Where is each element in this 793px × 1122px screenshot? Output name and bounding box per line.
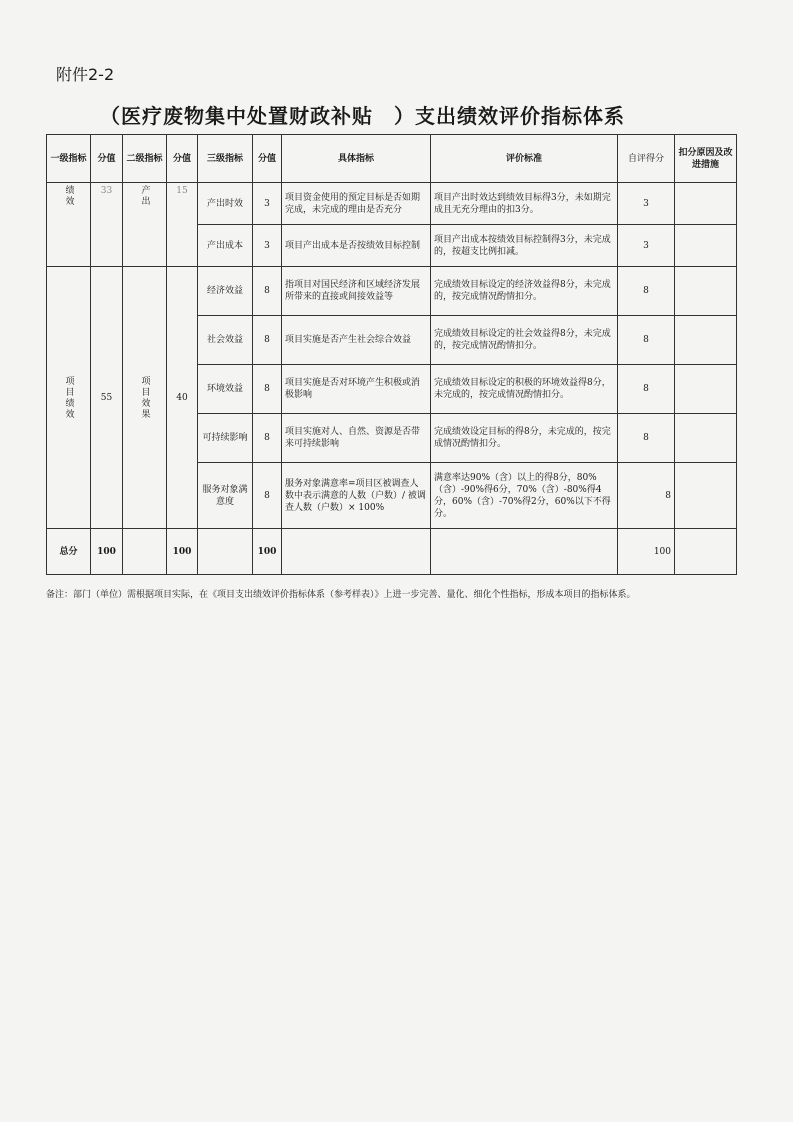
evaluation-standard: 项目产出时效达到绩效目标得3分，未如期完成且无充分理由的扣3分。: [431, 183, 618, 225]
evaluation-standard: 满意率达90%（含）以上的得8分，80%（含）-90%得6分，70%（含）-80%得4分，60%（含）-70%得2分，60%以下不得分。: [431, 463, 618, 529]
deduction-reason: [675, 463, 737, 529]
empty-cell: [431, 529, 618, 575]
deduction-reason: [675, 365, 737, 414]
attachment-label: 附件2-2: [56, 65, 115, 84]
l3-name: 服务对象满意度: [198, 463, 253, 529]
evaluation-standard: 完成绩效设定目标的得8分，未完成的，按完成情况酌情扣分。: [431, 414, 618, 463]
l2-score: 40: [167, 267, 198, 529]
empty-cell: [675, 529, 737, 575]
header-cell: 分值: [253, 135, 282, 183]
footnote: 备注：部门（单位）需根据项目实际，在《项目支出绩效评价指标体系（参考样表）》上进一步完善、量化、细化个性指标，形成本项目的指标体系。: [46, 590, 636, 600]
header-cell: 一级指标: [47, 135, 91, 183]
l3-score: 8: [253, 463, 282, 529]
l3-name: 环境效益: [198, 365, 253, 414]
total-l1-score: 100: [91, 529, 123, 575]
header-cell: 扣分原因及改进措施: [675, 135, 737, 183]
l3-score: 3: [253, 225, 282, 267]
l1-score: 33: [91, 183, 123, 267]
l3-name: 经济效益: [198, 267, 253, 316]
deduction-reason: [675, 267, 737, 316]
deduction-reason: [675, 414, 737, 463]
indicator-table: [46, 134, 737, 575]
detail-indicator: 项目产出成本是否按绩效目标控制: [282, 225, 431, 267]
l3-score: 8: [253, 267, 282, 316]
l1-name: 绩效: [63, 185, 74, 207]
self-score: 8: [618, 267, 675, 316]
detail-indicator: 项目资金使用的预定目标是否如期完成，未完成的理由是否充分: [282, 183, 431, 225]
detail-indicator: 项目实施是否对环境产生积极或消极影响: [282, 365, 431, 414]
total-l3-score: 100: [253, 529, 282, 575]
evaluation-standard: 完成绩效目标设定的积极的环境效益得8分，未完成的，按完成情况酌情扣分。: [431, 365, 618, 414]
l3-score: 8: [253, 414, 282, 463]
self-score: 8: [618, 414, 675, 463]
detail-indicator: 项目实施对人、自然、资源是否带来可持续影响: [282, 414, 431, 463]
l3-name: 产出时效: [198, 183, 253, 225]
self-score: 3: [618, 183, 675, 225]
l1-name-cell: [47, 267, 91, 529]
table-row: [47, 183, 737, 225]
deduction-reason: [675, 225, 737, 267]
l2-name: 项目效果: [139, 375, 150, 420]
total-label: 总分: [47, 529, 91, 575]
evaluation-standard: 完成绩效目标设定的社会效益得8分，未完成的，按完成情况酌情扣分。: [431, 316, 618, 365]
evaluation-standard: 项目产出成本按绩效目标控制得3分，未完成的，按超支比例扣减。: [431, 225, 618, 267]
table-row: [47, 267, 737, 316]
l3-score: 8: [253, 365, 282, 414]
l3-name: 产出成本: [198, 225, 253, 267]
self-score: 3: [618, 225, 675, 267]
header-cell: 分值: [167, 135, 198, 183]
empty-cell: [282, 529, 431, 575]
l2-name-cell: [123, 183, 167, 267]
document-title: （医疗废物集中处置财政补贴 ）支出绩效评价指标体系: [100, 104, 625, 128]
total-row: [47, 529, 737, 575]
header-cell: 具体指标: [282, 135, 431, 183]
l3-score: 3: [253, 183, 282, 225]
detail-indicator: 项目实施是否产生社会综合效益: [282, 316, 431, 365]
header-cell: 评价标准: [431, 135, 618, 183]
header-row: [47, 135, 737, 183]
header-cell: 自评得分: [618, 135, 675, 183]
detail-indicator: 服务对象满意率=项目区被调查人数中表示满意的人数（户数）/ 被调查人数（户数）× 100%: [282, 463, 431, 529]
header-cell: 分值: [91, 135, 123, 183]
l3-name: 可持续影响: [198, 414, 253, 463]
header-cell: 三级指标: [198, 135, 253, 183]
empty-cell: [198, 529, 253, 575]
l3-name: 社会效益: [198, 316, 253, 365]
evaluation-standard: 完成绩效目标设定的经济效益得8分，未完成的，按完成情况酌情扣分。: [431, 267, 618, 316]
total-self-score: 100: [618, 529, 675, 575]
l2-name: 产出: [139, 185, 150, 207]
l2-name-cell: [123, 267, 167, 529]
empty-cell: [123, 529, 167, 575]
deduction-reason: [675, 316, 737, 365]
detail-indicator: 指项目对国民经济和区域经济发展所带来的直接或间接效益等: [282, 267, 431, 316]
self-score: 8: [618, 316, 675, 365]
total-l2-score: 100: [167, 529, 198, 575]
header-cell: 二级指标: [123, 135, 167, 183]
deduction-reason: [675, 183, 737, 225]
l1-name: 项目绩效: [63, 375, 74, 420]
self-score: 8: [618, 463, 675, 529]
l2-score: 15: [167, 183, 198, 267]
l1-name-cell: [47, 183, 91, 267]
self-score: 8: [618, 365, 675, 414]
l3-score: 8: [253, 316, 282, 365]
l1-score: 55: [91, 267, 123, 529]
